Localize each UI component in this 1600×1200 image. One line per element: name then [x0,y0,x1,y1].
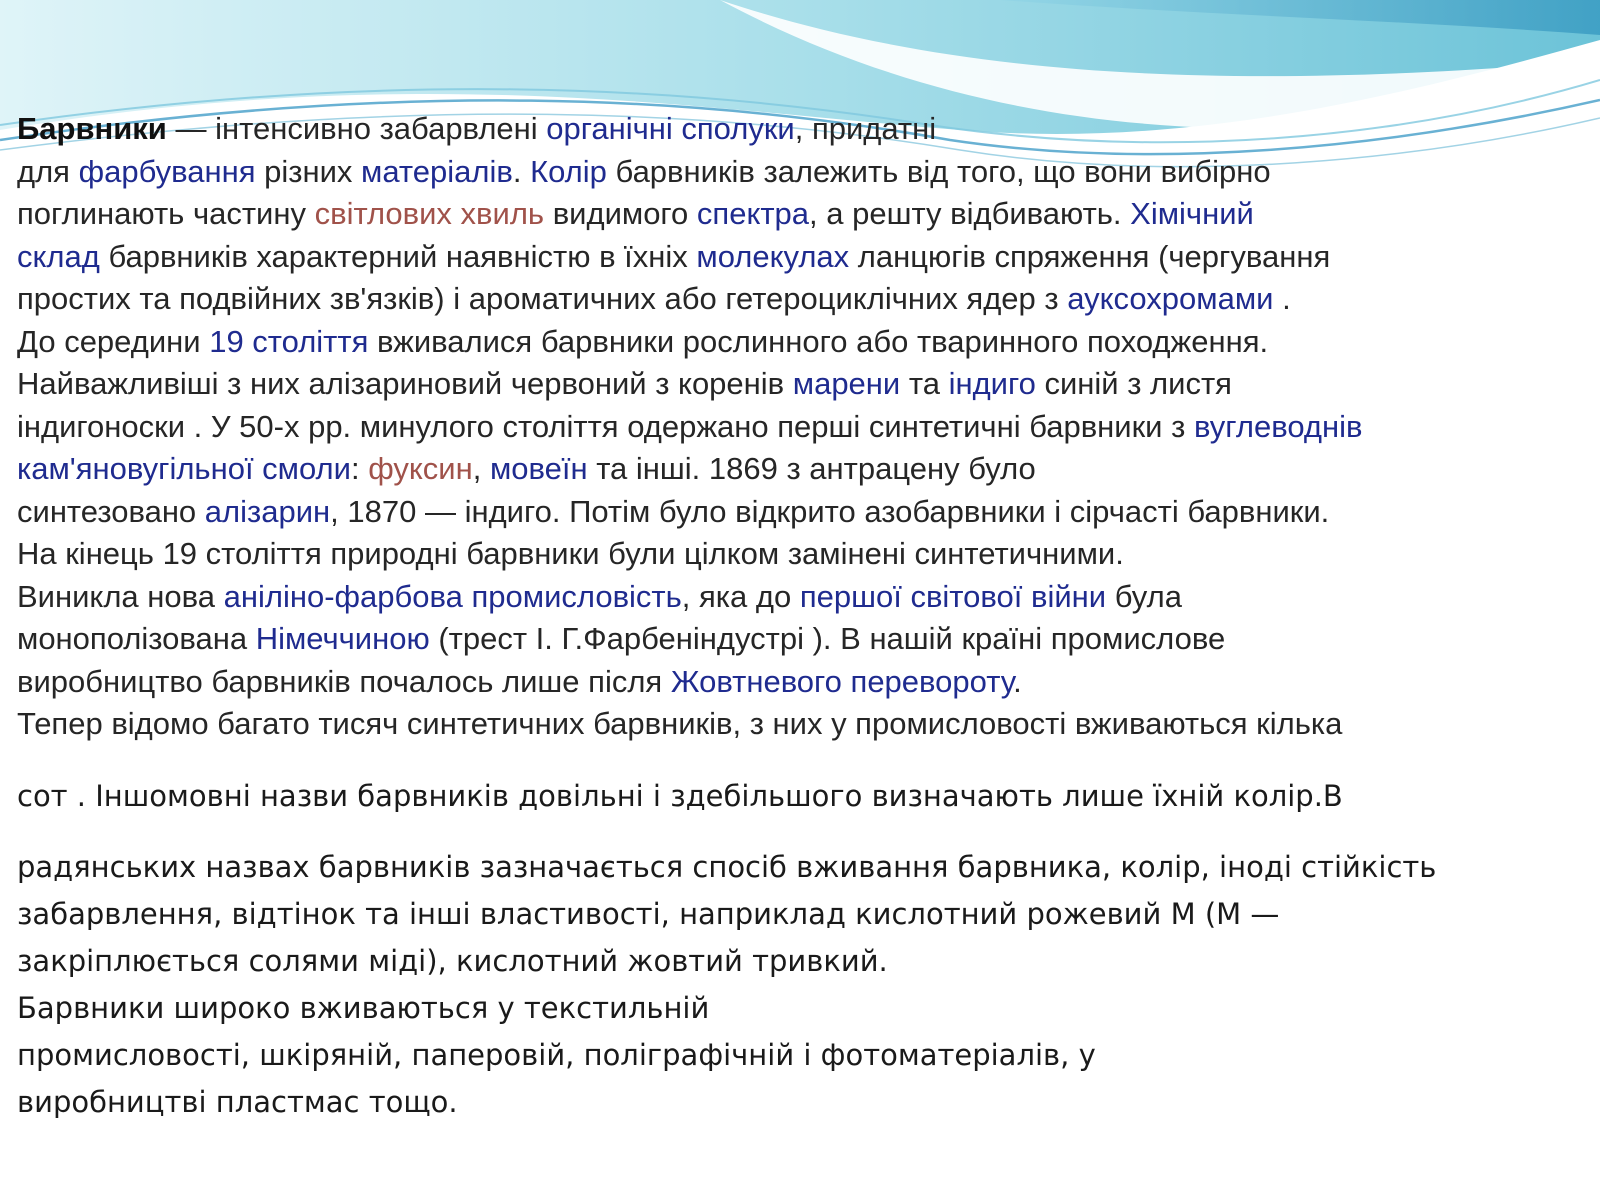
text-run: та [900,366,949,401]
text-run: . [1013,663,1022,699]
text-run: Виникла нова [17,578,224,614]
text-run: барвників характерний наявністю в їхніх [99,238,697,274]
text-run: простих та подвійних зв'язків) і ароматичних або гетероциклічних ядер з [17,281,1068,316]
link-world-war-one[interactable]: першої світової війни [799,578,1107,614]
text-run: синій з листя [1035,366,1232,401]
link-mauveine[interactable]: мовеїн [489,451,588,486]
link-fuchsine[interactable]: фуксин [368,451,473,486]
text-run: індигоноски . У 50-х рр. минулого століття одержано перші синтетичні барвники з [17,408,1194,444]
text-run: . [1273,281,1291,316]
text-run: Найважливіші з них алізариновий червоний з коренів [17,366,793,401]
text-run: На кінець 19 століття природні барвники були цілком замінені синтетичними. [17,536,1124,571]
text-run: та інші. 1869 з антрацену було [587,451,1036,486]
text-line [17,661,1587,704]
text-run: для [17,153,79,189]
link-molecules[interactable]: молекулах [696,238,850,274]
link-light-waves[interactable]: світлових хвиль [314,196,545,231]
text-line [17,618,1587,661]
text-run: монополізована [17,621,256,656]
text-run: (трест І. Г.Фарбеніндустрі ). В нашій країні промислове [429,621,1226,656]
link-chemical-composition-cont[interactable]: склад [17,238,100,274]
text-line: забарвлення, відтінок та інші властивості, наприклад кислотний рожевий М (М — [17,897,1280,931]
link-madder[interactable]: марени [792,366,901,401]
text-line [17,108,1587,151]
text-line [17,363,1587,406]
text-line [17,278,1587,321]
text-line [17,321,1587,364]
text-run: Тепер відомо багато тисяч синтетичних барвників, з них у промисловості вживаються кілька [17,706,1343,741]
link-coal-tar[interactable]: кам'яновугільної смоли [17,451,351,486]
text-run: видимого [544,196,697,231]
link-indigo[interactable]: індиго [948,366,1036,401]
text-line: Барвники широко вживаються у текстильній [17,991,710,1025]
text-line [17,448,1587,491]
text-line: виробництві пластмас тощо. [17,1085,458,1119]
text-line [17,703,1587,746]
text-run: ланцюгів спряження (чергування [849,238,1331,274]
text-run: поглинають частину [17,196,315,231]
text-line: радянських назвах барвників зазначається спосіб вживання барвника, колір, іноді стійкість [17,850,1437,884]
text-run: : [350,451,369,486]
text-run: була [1106,578,1182,614]
link-dyeing[interactable]: фарбування [78,153,256,189]
text-run: До середини [17,323,210,359]
link-materials[interactable]: матеріалів [361,153,513,189]
link-spectrum[interactable]: спектра [696,196,810,231]
link-chemical-composition[interactable]: Хімічний [1130,196,1254,231]
link-aniline-industry[interactable]: аніліно-фарбова промисловість [223,578,682,614]
text-line: закріплюється солями міді), кислотний жовтий тривкий. [17,944,888,978]
text-run: — інтенсивно забарвлені [166,111,547,146]
link-color[interactable]: Колір [530,153,607,189]
text-line [17,151,1587,194]
text-line [17,491,1587,534]
link-october-revolution[interactable]: Жовтневого перевороту [670,663,1014,699]
link-alizarin[interactable]: алізарин [204,493,331,529]
link-germany[interactable]: Німеччиною [255,621,430,656]
text-line [17,236,1587,279]
text-run: , 1870 — індиго. Потім було відкрито азобарвники і сірчасті барвники. [330,493,1330,529]
text-run: , придатні [794,111,937,146]
text-run: різних [255,153,362,189]
term-title: Барвники [17,111,167,146]
link-auxochromes[interactable]: ауксохромами [1067,281,1274,316]
text-run: виробництво барвників почалось лише після [17,663,671,699]
text-run: синтезовано [17,493,205,529]
link-organic-compounds[interactable]: органічні сполуки [546,111,795,146]
dyes-paragraph-continued [17,779,1587,1126]
text-run: , а решту відбивають. [809,196,1131,231]
link-hydrocarbons[interactable]: вуглеводнів [1193,408,1363,444]
text-line: промисловості, шкіряній, паперовій, поліграфічній і фотоматеріалів, у [17,1038,1096,1072]
text-run: вживалися барвники рослинного або тваринного походження. [368,323,1269,359]
text-line: сот . Іншомовні назви барвників довільні і здебільшого визначають лише їхній колір.В [17,779,1343,813]
text-line [17,533,1587,576]
text-line [17,576,1587,619]
link-19th-century[interactable]: 19 століття [209,323,369,359]
text-line [17,193,1587,236]
text-line [17,406,1587,449]
text-run: , яка до [681,578,800,614]
dyes-paragraph-main [17,108,1587,746]
text-run: . [512,153,531,189]
text-run: барвників залежить від того, що вони вибірно [606,153,1271,189]
text-run: , [472,451,490,486]
